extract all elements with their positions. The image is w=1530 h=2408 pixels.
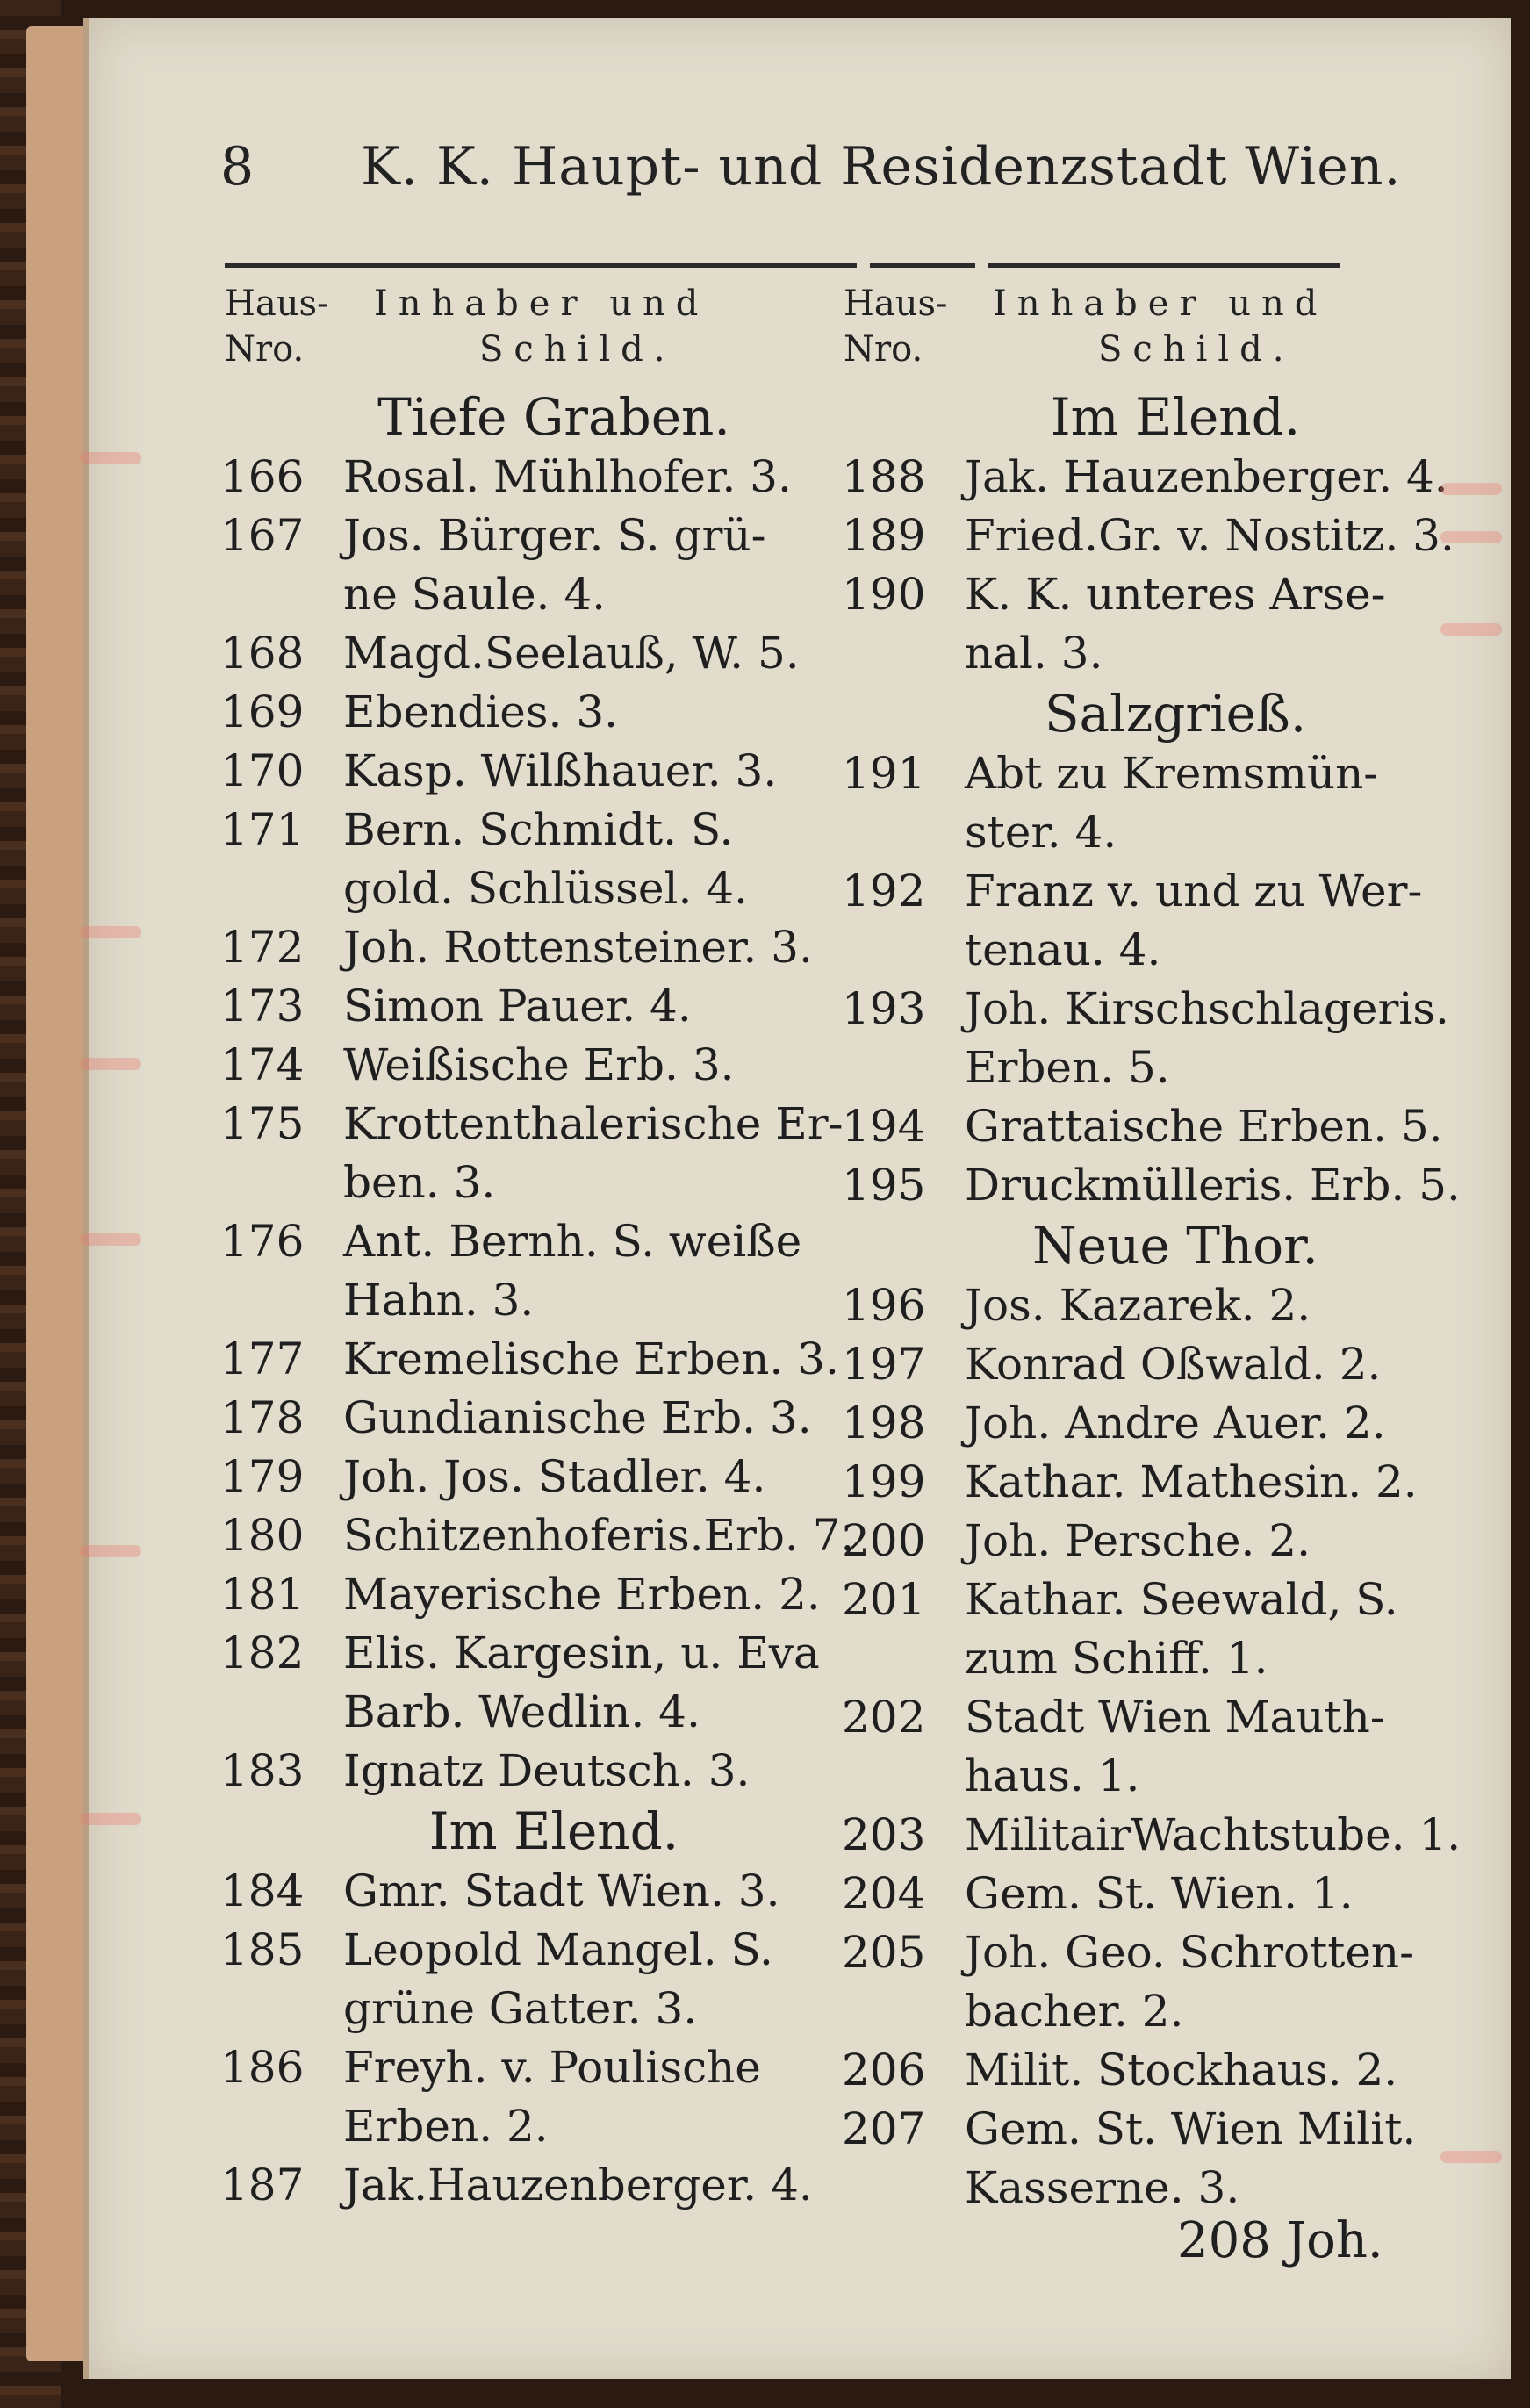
holder-heading-line-2: Schild. <box>479 329 676 370</box>
house-entry <box>220 918 887 977</box>
house-number: 198 <box>842 1398 926 1448</box>
house-entry <box>220 2156 887 2215</box>
house-number: 200 <box>842 1515 926 1566</box>
house-number: 194 <box>842 1101 926 1152</box>
house-number: 204 <box>842 1868 926 1919</box>
holder-and-sign: Jos. Bürger. S. grü- ne Saule. 4. <box>343 510 766 620</box>
house-number: 197 <box>842 1339 926 1390</box>
holder-and-sign: Bern. Schmidt. S. gold. Schlüssel. 4. <box>343 804 748 914</box>
margin-mark <box>80 452 141 464</box>
page-body <box>89 18 1511 2379</box>
section-heading: Tiefe Graben. <box>377 387 730 447</box>
house-entry <box>220 507 887 624</box>
house-number: 186 <box>220 2042 305 2093</box>
house-number: 202 <box>842 1692 926 1743</box>
house-number: 190 <box>842 569 926 620</box>
house-number: 199 <box>842 1456 926 1507</box>
house-number: 177 <box>220 1333 305 1384</box>
holder-and-sign: Joh. Andre Auer. 2. <box>965 1398 1386 1448</box>
margin-mark <box>80 1813 141 1825</box>
house-entry <box>220 1742 887 1801</box>
holder-and-sign: Konrad Oßwald. 2. <box>965 1339 1382 1390</box>
holder-heading-line-2: Schild. <box>1098 329 1295 370</box>
page-number: 8 <box>220 136 255 198</box>
house-entry <box>842 2100 1509 2218</box>
house-entry <box>842 565 1509 683</box>
left-column <box>220 386 887 2215</box>
holder-and-sign: Druckmülleris. Erb. 5. <box>965 1160 1461 1211</box>
house-number: 173 <box>220 981 305 1031</box>
house-entry <box>842 1865 1509 1923</box>
house-number: 195 <box>842 1160 926 1211</box>
house-entry <box>220 1448 887 1506</box>
section-heading: Neue Thor. <box>1032 1216 1318 1276</box>
holder-and-sign: Jos. Kazarek. 2. <box>965 1280 1311 1331</box>
holder-and-sign: Kremelische Erben. 3. <box>343 1333 839 1384</box>
house-entry <box>220 1330 887 1389</box>
house-number: 181 <box>220 1569 305 1620</box>
house-entry <box>842 1097 1509 1156</box>
holder-and-sign: Ant. Bernh. S. weiße Hahn. 3. <box>343 1216 802 1326</box>
holder-and-sign: Schitzenhoferis.Erb. 7. <box>343 1510 855 1561</box>
house-number: 184 <box>220 1865 305 1916</box>
house-entry <box>220 448 887 507</box>
book-page <box>83 18 1511 2379</box>
margin-mark <box>80 1545 141 1557</box>
holder-and-sign: Simon Pauer. 4. <box>343 981 692 1031</box>
house-entry <box>842 1394 1509 1453</box>
holder-and-sign: Magd.Seelauß, W. 5. <box>343 628 800 679</box>
column-header-right <box>844 281 1493 377</box>
holder-and-sign: Kasp. Wilßhauer. 3. <box>343 745 778 796</box>
holder-and-sign: Kathar. Mathesin. 2. <box>965 1456 1418 1507</box>
column-header-left <box>225 281 874 377</box>
house-entry <box>220 1036 887 1095</box>
house-number: 172 <box>220 922 305 973</box>
house-number: 189 <box>842 510 926 561</box>
holder-and-sign: Elis. Kargesin, u. Eva Barb. Wedlin. 4. <box>343 1628 820 1737</box>
house-entry <box>220 977 887 1036</box>
holder-and-sign: Weißische Erb. 3. <box>343 1039 735 1090</box>
holder-and-sign: Krottenthalerische Er- ben. 3. <box>343 1098 844 1208</box>
house-entry <box>220 1624 887 1742</box>
holder-and-sign: Leopold Mangel. S. grüne Gatter. 3. <box>343 1924 773 2034</box>
holder-and-sign: Rosal. Mühlhofer. 3. <box>343 451 792 502</box>
house-number: 166 <box>220 451 305 502</box>
holder-and-sign: Joh. Jos. Stadler. 4. <box>343 1451 766 1502</box>
house-entry <box>220 683 887 742</box>
holder-and-sign: Joh. Geo. Schrotten- bacher. 2. <box>965 1927 1415 2037</box>
holder-and-sign: Joh. Rottensteiner. 3. <box>343 922 813 973</box>
holder-and-sign: Joh. Kirschschlageris. Erben. 5. <box>965 983 1449 1093</box>
holder-heading-line-1: Inhaber und <box>374 284 709 324</box>
holder-and-sign: Jak.Hauzenberger. 4. <box>343 2160 813 2210</box>
margin-mark <box>80 1058 141 1070</box>
house-number: 193 <box>842 983 926 1034</box>
house-entry <box>220 801 887 918</box>
holder-and-sign: Ignatz Deutsch. 3. <box>343 1745 751 1796</box>
house-number: 178 <box>220 1392 305 1443</box>
house-entry <box>220 1095 887 1212</box>
house-number: 182 <box>220 1628 305 1678</box>
house-entry <box>842 507 1509 565</box>
holder-and-sign: Gem. St. Wien Milit. Kasserne. 3. <box>965 2103 1417 2213</box>
holder-and-sign: Freyh. v. Poulische Erben. 2. <box>343 2042 761 2152</box>
house-entry <box>842 1923 1509 2041</box>
house-number: 188 <box>842 451 926 502</box>
house-number: 207 <box>842 2103 926 2154</box>
holder-and-sign: Jak. Hauzenberger. 4. <box>965 451 1448 502</box>
house-number: 191 <box>842 748 926 799</box>
section-heading: Im Elend. <box>1050 387 1301 447</box>
house-entry <box>842 448 1509 507</box>
house-number: 179 <box>220 1451 305 1502</box>
house-entry <box>220 1921 887 2038</box>
running-header <box>220 136 1449 206</box>
house-number: 168 <box>220 628 305 679</box>
house-number: 175 <box>220 1098 305 1149</box>
house-number: 187 <box>220 2160 305 2210</box>
house-entry <box>842 1806 1509 1865</box>
margin-mark <box>80 926 141 938</box>
house-entry <box>220 624 887 683</box>
house-entry <box>220 1506 887 1565</box>
house-entry <box>842 980 1509 1097</box>
house-number: 170 <box>220 745 305 796</box>
house-entry <box>842 1335 1509 1394</box>
house-number: 206 <box>842 2045 926 2095</box>
house-entry <box>842 1512 1509 1571</box>
house-entry <box>842 2041 1509 2100</box>
house-entry <box>842 1276 1509 1335</box>
house-number: 180 <box>220 1510 305 1561</box>
house-number: 185 <box>220 1924 305 1975</box>
holder-and-sign: Franz v. und zu Wer- tenau. 4. <box>965 866 1423 975</box>
holder-and-sign: Stadt Wien Mauth- haus. 1. <box>965 1692 1385 1801</box>
holder-and-sign: Gundianische Erb. 3. <box>343 1392 812 1443</box>
house-number: 201 <box>842 1574 926 1625</box>
holder-and-sign: Gem. St. Wien. 1. <box>965 1868 1354 1919</box>
house-number-heading: Haus- Nro. <box>844 284 948 370</box>
holder-and-sign: Joh. Persche. 2. <box>965 1515 1311 1566</box>
holder-and-sign: Abt zu Kremsmün- ster. 4. <box>965 748 1379 858</box>
holder-heading-line-1: Inhaber und <box>993 284 1328 324</box>
margin-mark <box>80 1233 141 1246</box>
holder-heading <box>993 281 1519 372</box>
holder-and-sign: MilitairWachtstube. 1. <box>965 1809 1462 1860</box>
house-number-heading: Haus- Nro. <box>225 284 329 370</box>
holder-and-sign: K. K. unteres Arse- nal. 3. <box>965 569 1386 679</box>
house-number: 205 <box>842 1927 926 1978</box>
house-entry <box>842 1688 1509 1806</box>
holder-and-sign: Grattaische Erben. 5. <box>965 1101 1443 1152</box>
house-entry <box>220 1862 887 1921</box>
house-entry <box>220 2038 887 2156</box>
house-entry <box>842 744 1509 862</box>
holder-and-sign: Ebendies. 3. <box>343 686 619 737</box>
house-number: 176 <box>220 1216 305 1267</box>
holder-and-sign: Milit. Stockhaus. 2. <box>965 2045 1398 2095</box>
house-number: 169 <box>220 686 305 737</box>
house-number: 203 <box>842 1809 926 1860</box>
house-entry <box>842 1453 1509 1512</box>
house-number: 192 <box>842 866 926 916</box>
house-entry <box>842 1571 1509 1688</box>
house-number: 167 <box>220 510 305 561</box>
holder-and-sign: Gmr. Stadt Wien. 3. <box>343 1865 780 1916</box>
house-entry <box>220 1212 887 1330</box>
house-number: 171 <box>220 804 305 855</box>
house-entry <box>220 1389 887 1448</box>
house-entry <box>220 1565 887 1624</box>
house-number: 196 <box>842 1280 926 1331</box>
page-title: K. K. Haupt- und Residenzstadt Wien. <box>361 136 1402 198</box>
holder-heading <box>374 281 901 372</box>
header-rule-right <box>988 263 1340 268</box>
section-heading: Salzgrieß. <box>1044 684 1307 744</box>
section-heading: Im Elend. <box>428 1801 679 1861</box>
holder-and-sign: Kathar. Seewald, S. zum Schiff. 1. <box>965 1574 1398 1684</box>
house-entry <box>842 862 1509 980</box>
header-rule-left <box>225 263 857 268</box>
house-entry <box>842 1156 1509 1215</box>
catchword: 208 Joh. <box>1177 2212 1383 2269</box>
header-rule-mid <box>870 263 975 268</box>
holder-and-sign: Fried.Gr. v. Nostitz. 3. <box>965 510 1455 561</box>
house-entry <box>220 742 887 801</box>
house-number: 183 <box>220 1745 305 1796</box>
right-column <box>842 386 1509 2218</box>
house-number: 174 <box>220 1039 305 1090</box>
holder-and-sign: Mayerische Erben. 2. <box>343 1569 821 1620</box>
